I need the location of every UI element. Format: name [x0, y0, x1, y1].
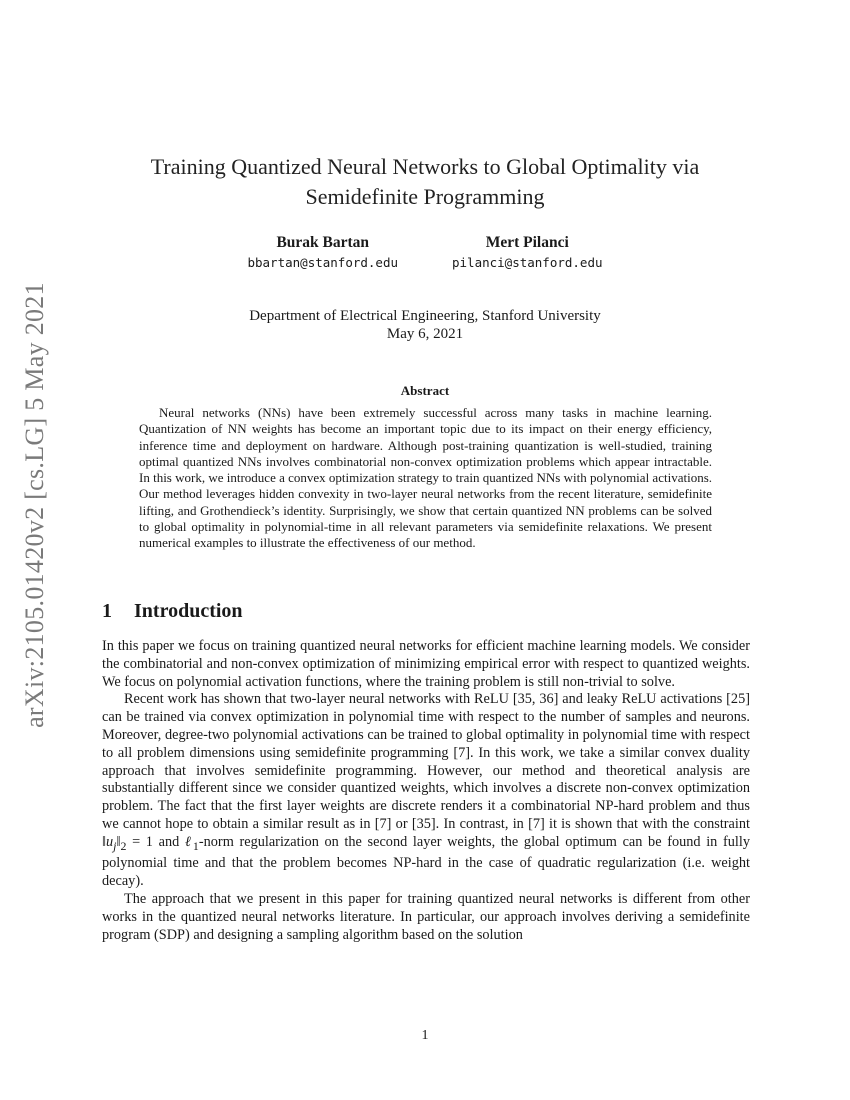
page-number: 1 — [421, 1028, 429, 1043]
author-email: bbartan@stanford.edu — [247, 255, 398, 270]
paragraph-1: In this paper we focus on training quantized neural networks for efficient machine learning models. We consider the combinatorial and non-convex optimization of minimizing empirical error with respect to quantized weights. We focus on polynomial activation functions, where the training problem is still non-trivial to solve. — [102, 638, 750, 690]
paragraph-2-part-a: Recent work has shown that two-layer neural networks with ReLU [35, 36] and leaky ReLU activations [25] can be trained via convex optimization in polynomial time with respect to the number of samples and neurons. Moreover, degree-two polynomial activations can be trained to global optimality in polynomial time with respect to all problem dimensions using semidefinite programming [7]. In this work, we take a similar convex duality approach that involves semidefinite programming. However, our method and theoretical analysis are substantially different since we consider quantized weights, which involves a discrete non-convex optimization problem. The fact that the first layer weights are discrete renders it a combinatorial NP-hard problem and thus we cannot hope to obtain a similar result as in [7] or [35]. In contrast, in [7] it is shown that with the constraint — [102, 691, 750, 832]
affiliation: Department of Electrical Engineering, Stanford University — [249, 308, 601, 324]
paragraph-3: The approach that we present in this paper for training quantized neural networks is different from other works in the quantized neural networks literature. In particular, our approach involves deriving a semidefinite program (SDP) and designing a sampling algorithm based on the solution — [102, 891, 750, 943]
author-name: Burak Bartan — [276, 234, 370, 251]
paper-date: May 6, 2021 — [386, 326, 464, 342]
author-email: pilanci@stanford.edu — [452, 255, 603, 270]
abstract-heading: Abstract — [400, 383, 450, 398]
body-text — [102, 638, 750, 944]
math-equals: = 1 and — [126, 833, 185, 850]
math-sub-1: 1 — [192, 838, 199, 853]
affiliation-block — [0, 307, 850, 343]
arxiv-sidebar — [0, 0, 60, 1100]
author-2 — [452, 233, 603, 273]
section-number: 1 — [102, 600, 112, 622]
paper-title — [110, 152, 740, 212]
author-1 — [247, 233, 398, 273]
section-heading — [102, 600, 243, 623]
math-u: u — [106, 833, 114, 850]
paragraph-2: Recent work has shown that two-layer neural networks with ReLU [35, 36] and leaky ReLU activations [25] can be trained via convex optimization in polynomial time with respect to the number of samples and neurons. Moreover, degree-two polynomial activations can be trained to global optimality in polynomial time with respect to all problem dimensions using semidefinite programming [7]. In this work, we take a similar convex duality approach that involves semidefinite programming. However, our method and theoretical analysis are substantially different since we consider quantized weights, which involves a discrete non-convex optimization problem. The fact that the first layer weights are discrete renders it a combinatorial NP-hard problem and thus we cannot hope to obtain a similar result as in [7] or [35]. In contrast, in [7] it is shown that with the constraint $‖u_j‖_2 = 1$ and ℓ$_1$-norm regularization on the second layer weights, the global optimum can be found in fully polynomial time and that the problem becomes NP-hard in the case of quadratic regularization (i.e. weight decay). — [102, 691, 750, 890]
title-line-2: Semidefinite Programming — [305, 184, 545, 209]
author-block — [0, 233, 850, 273]
math-sub-j: j — [113, 838, 117, 853]
paragraph-2-part-b: -norm regularization on the second layer weights, the global optimum can be found in fully polynomial time and that the problem becomes NP-hard in the case of quadratic regularization (i.e. weight decay). — [102, 833, 750, 890]
title-line-1: Training Quantized Neural Networks to Global Optimality via — [150, 154, 700, 179]
section-title: Introduction — [134, 600, 243, 622]
arxiv-identifier: arXiv:2105.01420v2 [cs.LG] 5 May 2021 — [20, 282, 49, 728]
math-ell: ℓ — [184, 833, 193, 850]
author-name: Mert Pilanci — [485, 234, 569, 251]
abstract-text: Neural networks (NNs) have been extremely successful across many tasks in machine learning. Quantization of NN weights has become an important topic due to its impact on their energy efficiency, inference time and deployment on hardware. Although post-training quantization is well-studied, training optimal quantized NNs involves combinatorial non-convex optimization problems which appear intractable. In this work, we introduce a convex optimization strategy to train quantized NNs with polynomial activations. Our method leverages hidden convexity in two-layer neural networks from the recent literature, semidefinite lifting, and Grothendieck’s identity. Surprisingly, we show that certain quantized NN problems can be solved to global optimality in polynomial-time in all relevant parameters via semidefinite relaxations. We present numerical examples to illustrate the effectiveness of our method. — [139, 405, 712, 551]
math-sub-2: 2 — [120, 838, 127, 853]
